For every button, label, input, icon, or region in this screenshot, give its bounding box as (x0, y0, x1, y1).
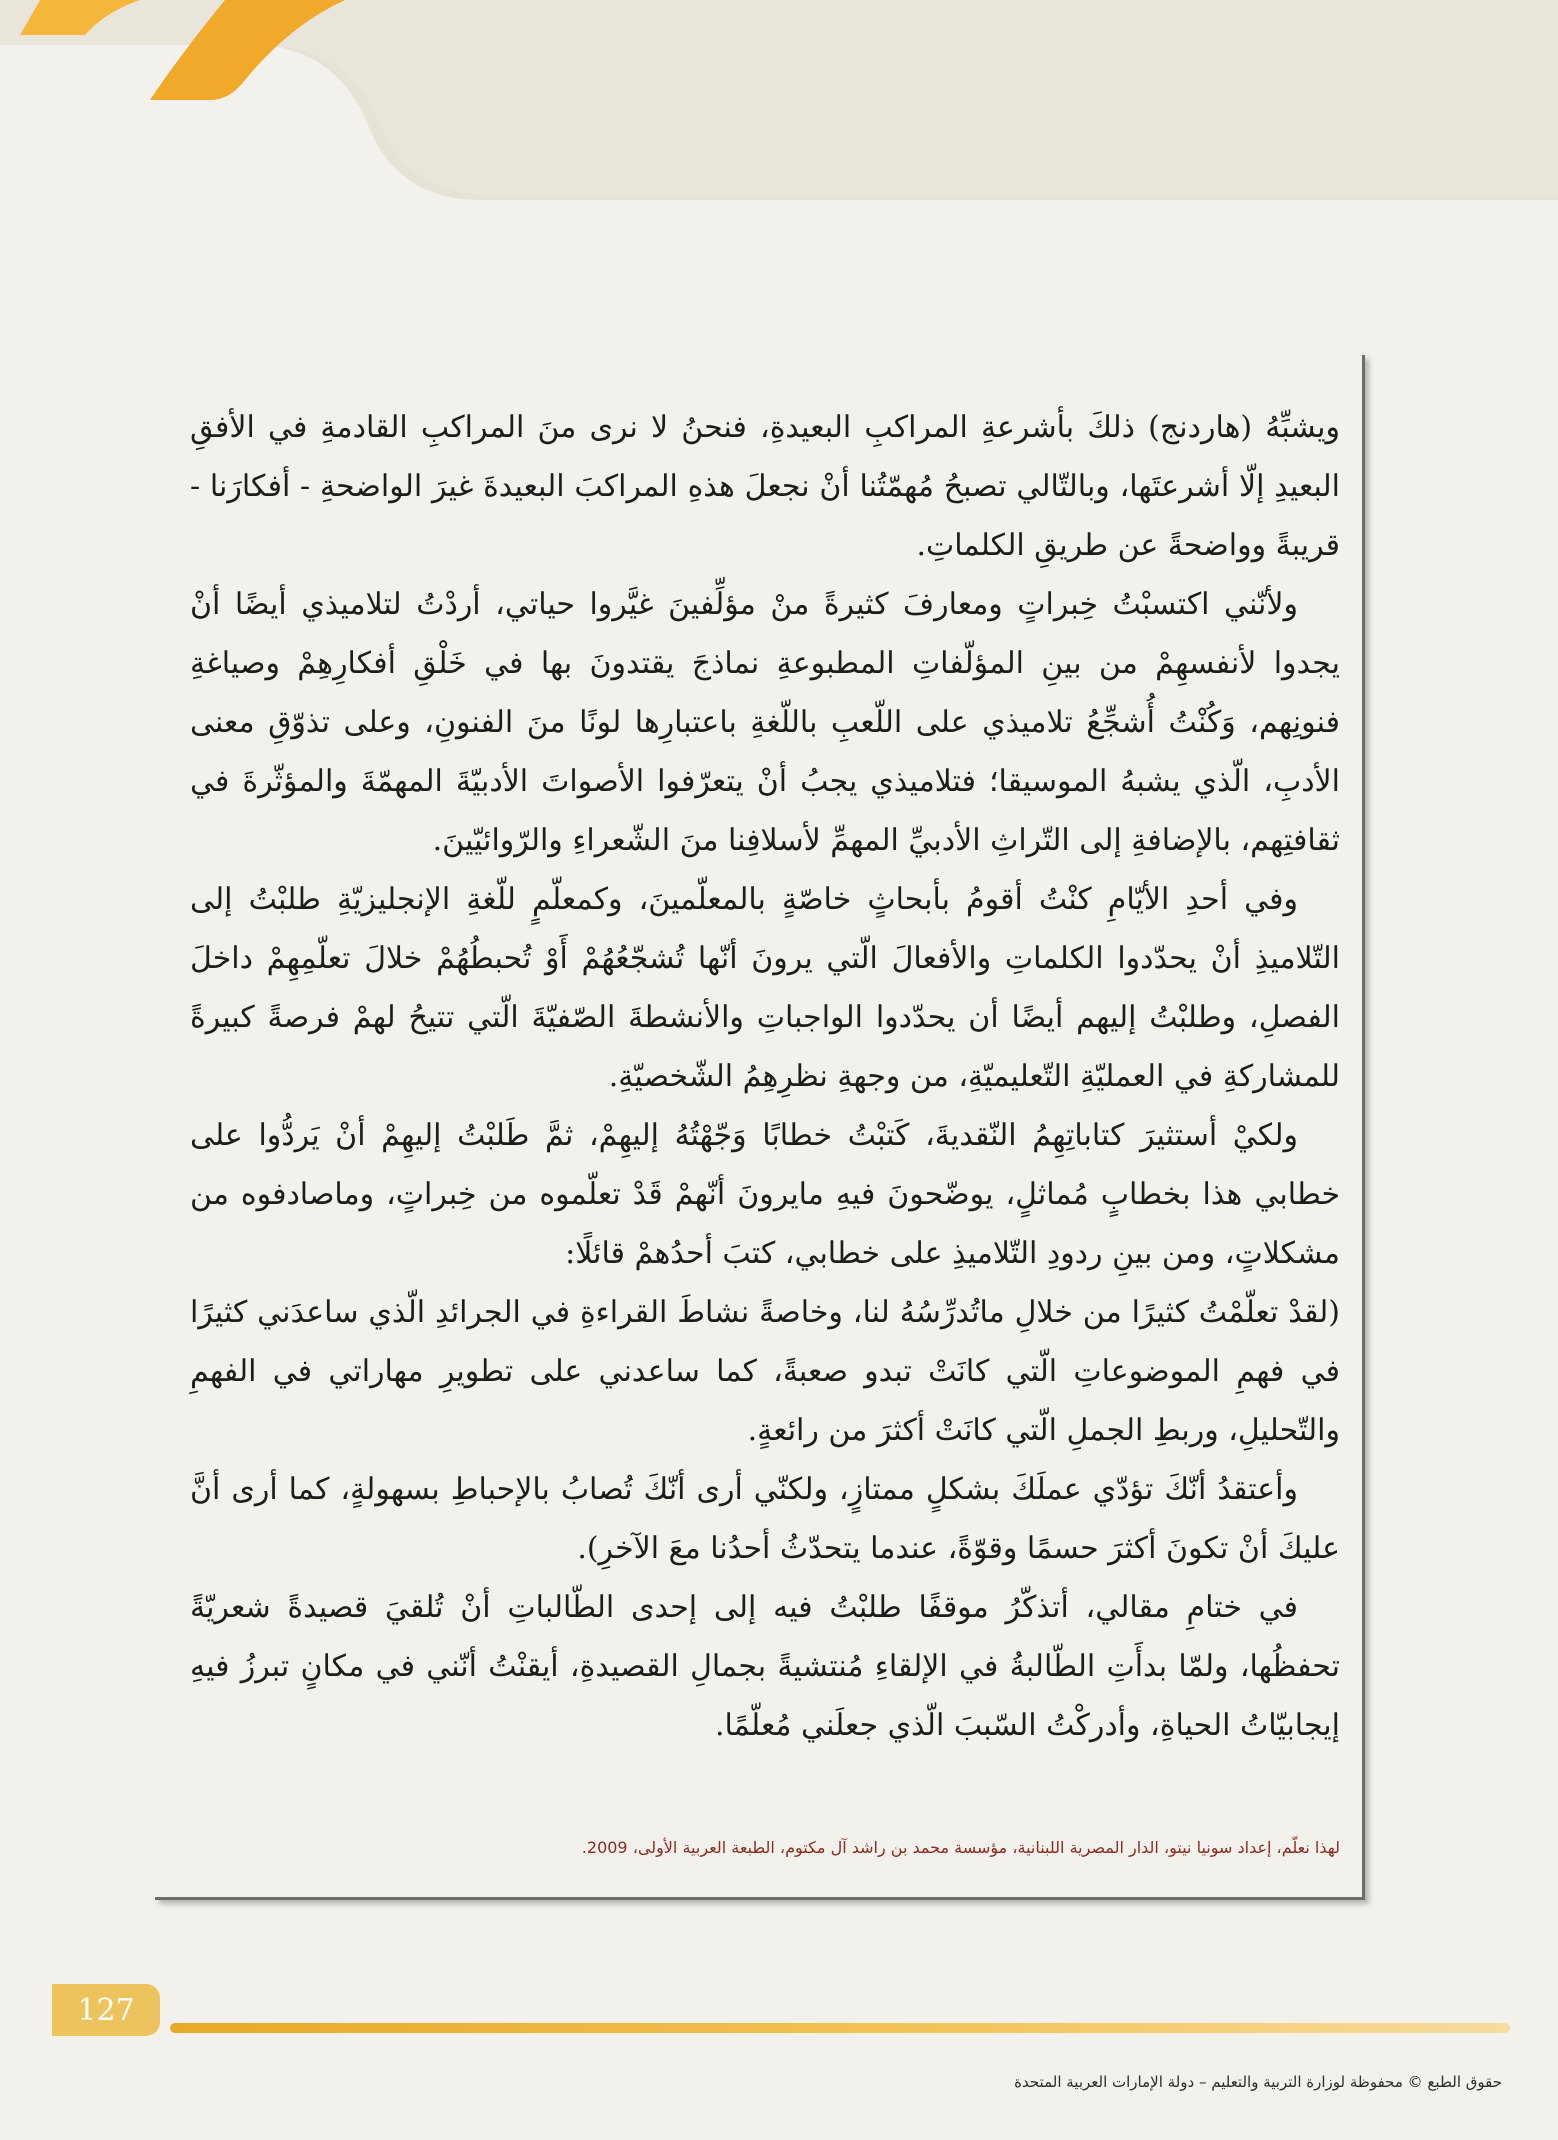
footer-rule (170, 2023, 1510, 2033)
page-number: 127 (52, 1984, 160, 2036)
header-decoration (0, 0, 1558, 215)
paragraph-6-quote: وأعتقدُ أنّكَ تؤدّي عملَكَ بشكلٍ ممتازٍ، ولكنّي أرى أنّكَ تُصابُ بالإحباطِ بسهولةٍ، كما أرى أنَّ عليكَ أنْ تكونَ أكثرَ حسمًا وقوّةً، عندما يتحدّثُ أحدُنا معَ الآخرِ). (190, 1472, 1340, 1566)
paragraph-5-quote: (لقدْ تعلّمْتُ كثيرًا من خلالِ ماتُدرِّسُهُ لنا، وخاصةً نشاطَ القراءةِ في الجرائدِ الّذي ساعدَني كثيرًا في فهمِ الموضوعاتِ الّتي كانَتْ تبدو صعبةً، كما ساعدني على تطويرِ مهاراتي في الفهمِ والتّحليلِ، وربطِ الجملِ الّتي كانَتْ أكثرَ من رائعةٍ. (190, 1295, 1340, 1448)
paragraph-1: ويشبِّهُ (هاردنج) ذلكَ بأشرعةِ المراكبِ البعيدةِ، فنحنُ لا نرى منَ المراكبِ القادمةِ في الأفقِ البعيدِ إلّا أشرعتَها، وبالتّالي تصبحُ مُهمّتُنا أنْ نجعلَ هذهِ المراكبَ البعيدةَ غيرَ الواضحةِ - أفكارَنا - قريبةً وواضحةً عن طريقِ الكلماتِ. (190, 410, 1340, 563)
paragraph-4: ولكيْ أستثيرَ كتاباتِهِمُ النّقديةَ، كَتبْتُ خطابًا وَجّهْتُهُ إليهِمْ، ثمَّ طَلبْتُ إليهِمْ أنْ يَردُّوا على خطابي هذا بخطابٍ مُماثلٍ، يوضّحونَ فيهِ مايرونَ أنّهمْ قَدْ تعلّموه من خِبراتٍ، وماصادفوه من مشكلاتٍ، ومن بينِ ردودِ التّلاميذِ على خطابي، كتبَ أحدُهمْ قائلًا: (190, 1118, 1340, 1271)
paragraph-3: وفي أحدِ الأيّامِ كنْتُ أقومُ بأبحاثٍ خاصّةٍ بالمعلّمينَ، وكمعلّمٍ للّغةِ الإنجليزيّةِ طلبْتُ إلى التّلاميذِ أنْ يحدّدوا الكلماتِ والأفعالَ الّتي يرونَ أنّها تُشجّعُهُمْ أَوْ تُحبطُهُمْ خلالَ تعلّمِهِمْ داخلَ الفصلِ، وطلبْتُ إليهم أيضًا أن يحدّدوا الواجباتِ والأنشطةَ الصّفيّةَ الّتي تتيحُ لهمْ فرصةً كبيرةً للمشاركةِ في العمليّةِ التّعليميّةِ، من وجهةِ نظرِهِمُ الشّخصيّةِ. (190, 882, 1340, 1094)
paragraph-2: ولأنّني اكتسبْتُ خِبراتٍ ومعارفَ كثيرةً منْ مؤلِّفينَ غيَّروا حياتي، أردْتُ لتلاميذي أيضًا أنْ يجدوا لأنفسهِمْ من بينِ المؤلّفاتِ المطبوعةِ نماذجَ يقتدونَ بها في خَلْقِ أفكارِهِمْ وصياغةِ فنونِهم، وَكُنْتُ أُشجِّعُ تلاميذي على اللّعبِ باللّغةِ باعتبارِها لونًا منَ الفنونِ، وعلى تذوّقِ معنى الأدبِ، الّذي يشبهُ الموسيقا؛ فتلاميذي يجبُ أنْ يتعرّفوا الأصواتَ الأدبيّةَ المهمّةَ والمؤثّرةَ في ثقافتِهم، بالإضافةِ إلى التّراثِ الأدبيِّ المهمِّ لأسلافِنا منَ الشّعراءِ والرّوائيّينَ. (190, 587, 1340, 858)
article-body (190, 398, 1340, 1755)
copyright-notice: حقوق الطبع © محفوظة لوزارة التربية والتعليم – دولة الإمارات العربية المتحدة (1014, 2073, 1502, 2091)
paragraph-7: في ختامِ مقالي، أتذكّرُ موقفًا طلبْتُ فيه إلى إحدى الطّالباتِ أنْ تُلقيَ قصيدةً شعريّةً تحفظُها، ولمّا بدأَتِ الطّالبةُ في الإلقاءِ مُنتشيةً بجمالِ القصيدةِ، أيقنْتُ أنّني في مكانٍ تبرزُ فيهِ إيجابيّاتُ الحياةِ، وأدركْتُ السّببَ الّذي جعلَني مُعلّمًا. (190, 1590, 1340, 1743)
source-citation: لهذا نعلّم، إعداد سونيا نيتو، الدار المصرية اللبنانية، مؤسسة محمد بن راشد آل مكتوم، الطبعة العربية الأولى، 2009. (581, 1838, 1340, 1857)
